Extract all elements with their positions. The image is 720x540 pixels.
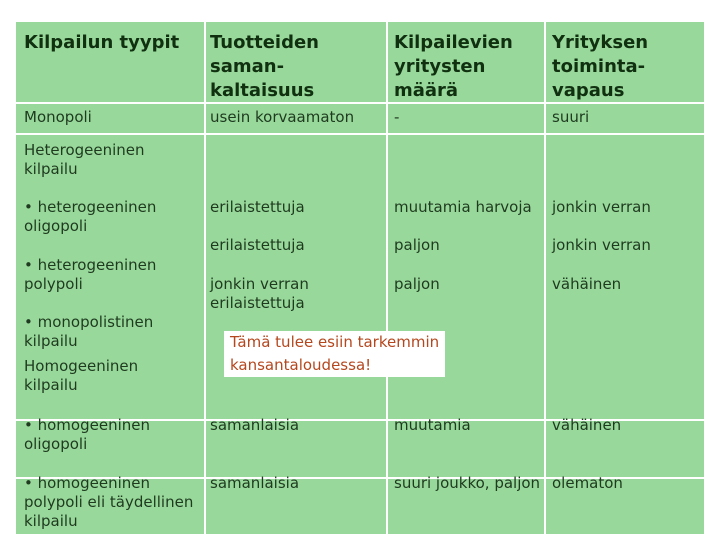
header-similarity: Tuotteiden saman- kaltaisuus bbox=[210, 32, 319, 101]
header-type: Kilpailun tyypit bbox=[24, 32, 180, 53]
column-divider bbox=[386, 22, 388, 534]
row-het-extra-similarity: erilaistettuja bbox=[210, 236, 305, 254]
column-divider bbox=[204, 22, 206, 534]
comparison-table bbox=[16, 22, 704, 534]
row-het-extra-count: paljon bbox=[394, 236, 440, 254]
row-divider bbox=[16, 133, 704, 135]
row-het-polypoli-similarity: jonkin verran erilaistettuja bbox=[210, 275, 309, 312]
row-het-oligopoli-similarity: erilaistettuja bbox=[210, 198, 305, 216]
row-het-polypoli-count: paljon bbox=[394, 275, 440, 293]
row-hom-polypoli-count: suuri joukko, paljon bbox=[394, 474, 541, 492]
row-het-polypoli-freedom: vähäinen bbox=[552, 275, 622, 293]
row-het-oligopoli-type: • heterogeeninen oligopoli bbox=[24, 198, 157, 235]
row-monopoli-type: Monopoli bbox=[24, 108, 92, 126]
row-het-polypoli-type: • heterogeeninen polypoli bbox=[24, 256, 157, 293]
header-freedom: Yrityksen toiminta- vapaus bbox=[552, 32, 649, 101]
row-monopolistic-type: • monopolistinen kilpailu bbox=[24, 313, 154, 350]
row-hom-polypoli-type: • homogeeninen polypoli eli täydellinen kilpailu bbox=[24, 474, 194, 530]
row-hom-polypoli-similarity: samanlaisia bbox=[210, 474, 300, 492]
callout-note: Tämä tulee esiin tarkemmin kansantaloudessa! bbox=[224, 331, 445, 377]
row-hom-oligopoli-freedom: vähäinen bbox=[552, 416, 622, 434]
row-het-oligopoli-count: muutamia harvoja bbox=[394, 198, 532, 216]
row-hom-polypoli-freedom: olematon bbox=[552, 474, 623, 492]
row-hom-oligopoli-similarity: samanlaisia bbox=[210, 416, 300, 434]
row-monopoli-similarity: usein korvaamaton bbox=[210, 108, 355, 126]
column-divider bbox=[544, 22, 546, 534]
row-het-oligopoli-freedom: jonkin verran bbox=[552, 198, 651, 216]
row-monopoli-freedom: suuri bbox=[552, 108, 590, 126]
row-hom-oligopoli-count: muutamia bbox=[394, 416, 471, 434]
header-count: Kilpailevien yritysten määrä bbox=[394, 32, 513, 101]
group-homogeneous-label: Homogeeninen kilpailu bbox=[24, 357, 139, 394]
row-monopoli-count: - bbox=[394, 108, 400, 126]
group-heterogeneous-label: Heterogeeninen kilpailu bbox=[24, 141, 145, 178]
row-het-extra-freedom: jonkin verran bbox=[552, 236, 651, 254]
row-hom-oligopoli-type: • homogeeninen oligopoli bbox=[24, 416, 150, 453]
